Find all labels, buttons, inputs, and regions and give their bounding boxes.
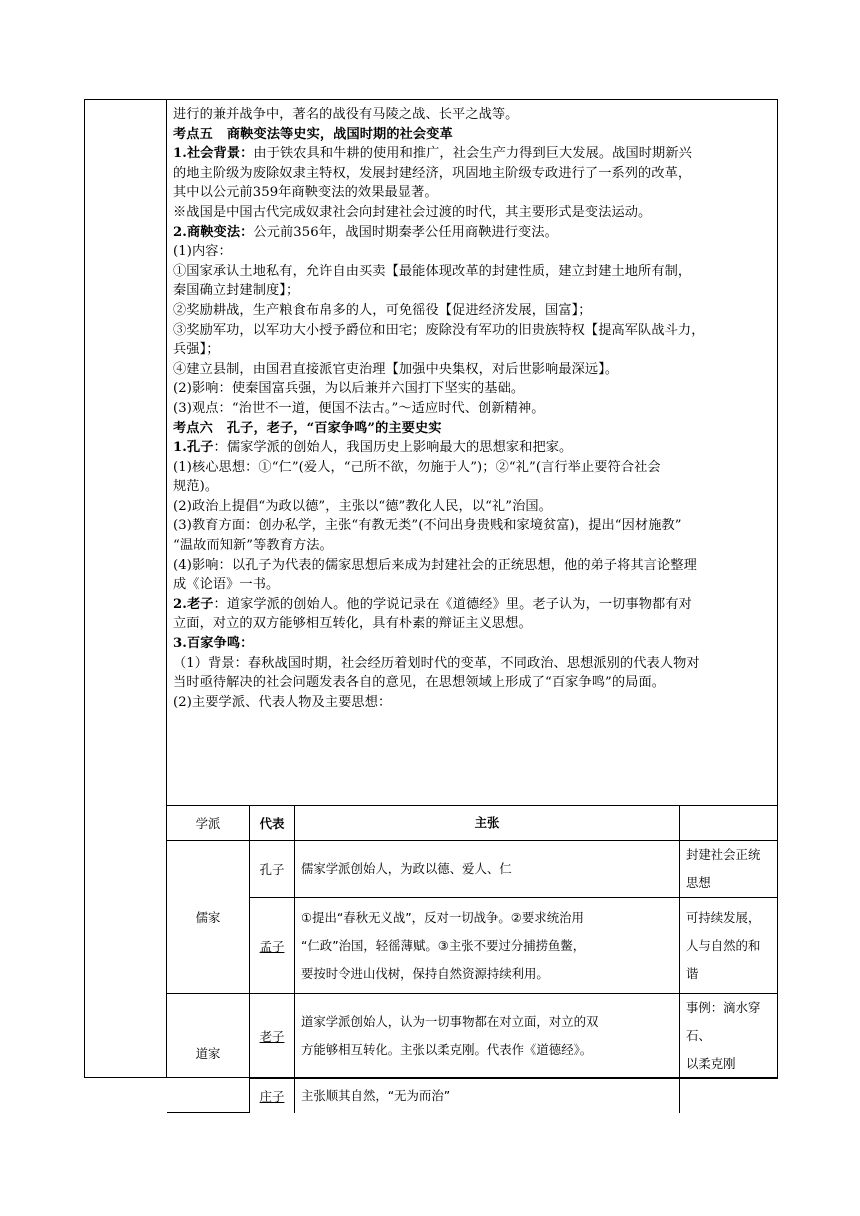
outer-table bbox=[84, 99, 778, 1104]
line: (4)影响：以孔子为代表的儒家思想后来成为封建社会的正统思想，他的弟子将其言论整理 bbox=[173, 557, 697, 573]
header-school: 学派 bbox=[167, 806, 250, 841]
line: (2)政治上提倡“为政以德”，主张以“德”教化人民，以“礼”治国。 bbox=[173, 498, 552, 514]
line: (3)观点：“治世不一道，便国不法古。”～适应时代、创新精神。 bbox=[173, 400, 545, 416]
line: 兵强】； bbox=[173, 342, 220, 358]
line: 的地主阶级为废除奴隶主特权，发展封建经济，巩固地主阶级专政进行了一系列的改革， bbox=[173, 165, 692, 181]
line: “温故而知新”等教育方法。 bbox=[173, 538, 333, 554]
heading-kaodian-5: 考点五 商鞅变法等史实，战国时期的社会变革 bbox=[173, 126, 453, 142]
line: 成《论语》一书。 bbox=[173, 577, 280, 593]
main-kongzi: 儒家学派创始人，为政以德、爱人、仁 bbox=[295, 841, 680, 898]
line: ①国家承认土地私有，允许自由买卖【最能体现改革的封建性质，建立封建土地所有制， bbox=[173, 263, 692, 279]
header-note bbox=[680, 806, 779, 841]
note-zhuangzi bbox=[680, 1079, 779, 1113]
line: (2)主要学派、代表人物及主要思想： bbox=[173, 694, 392, 710]
line: ③奖励军功，以军功大小授予爵位和田宅；废除没有军功的旧贵族特权【提高军队战斗力， bbox=[173, 322, 705, 338]
schools-table bbox=[167, 805, 778, 1113]
left-column bbox=[85, 100, 167, 1077]
line: 1.孔子：儒家学派的创始人，我国历史上影响最大的思想家和把家。 bbox=[173, 440, 573, 456]
rep-mengzi: 孟子 bbox=[250, 898, 295, 994]
line: 当时亟待解决的社会问题发表各自的意见，在思想领域上形成了“百家争鸣”的局面。 bbox=[173, 675, 666, 691]
line: 3.百家争鸣： bbox=[173, 636, 254, 652]
heading-kaodian-6: 考点六 孔子，老子，“百家争鸣”的主要史实 bbox=[173, 420, 442, 436]
line: 1.社会背景：由于铁农具和牛耕的使用和推广，社会生产力得到巨大发展。战国时期新兴 bbox=[173, 146, 692, 162]
line: ※战国是中国古代完成奴隶社会向封建社会过渡的时代，其主要形式是变法运动。 bbox=[173, 204, 652, 220]
table-row bbox=[167, 898, 778, 994]
line: 进行的兼并战争中，著名的战役有马陵之战、长平之战等。 bbox=[173, 107, 519, 122]
body-text bbox=[173, 105, 773, 712]
line: 立面，对立的双方能够相互转化，具有朴素的辩证主义思想。 bbox=[173, 616, 532, 632]
rep-kongzi: 孔子 bbox=[250, 841, 295, 898]
line: ④建立县制，由国君直接派官吏治理【加强中央集权，对后世影响最深远】。 bbox=[173, 361, 619, 377]
line: (1)内容： bbox=[173, 244, 232, 260]
main-zhuangzi: 主张顺其自然，“无为而治” bbox=[295, 1079, 680, 1113]
line: 2.商鞅变法：公元前356年，战国时期秦孝公任用商鞅进行变法。 bbox=[173, 224, 558, 240]
note-kongzi: 封建社会正统思想 bbox=[680, 841, 779, 898]
header-rep: 代表 bbox=[250, 806, 295, 841]
line: 2.老子：道家学派的创始人。他的学说记录在《道德经》里。老子认为，一切事物都有对 bbox=[173, 596, 692, 612]
content-cell bbox=[167, 100, 777, 1104]
note-mengzi: 可持续发展， 人与自然的和谐 bbox=[680, 898, 779, 994]
note-laozi: 事例：滴水穿石、 以柔克刚 bbox=[680, 994, 779, 1079]
school-taoist: 道家 bbox=[167, 994, 250, 1113]
table-row bbox=[167, 841, 778, 898]
line: 规范)。 bbox=[173, 479, 219, 495]
line: (2)影响：使秦国富兵强，为以后兼并六国打下坚实的基础。 bbox=[173, 381, 525, 397]
table-row bbox=[167, 1079, 778, 1113]
line: （1）背景：春秋战国时期，社会经历着划时代的变革，不同政治、思想派别的代表人物对 bbox=[173, 655, 700, 671]
line: 秦国确立封建制度】； bbox=[173, 283, 300, 299]
header-main: 主张 bbox=[295, 806, 680, 841]
line: (1)核心思想：①“仁”(爱人，“己所不欲，勿施于人”)；②“礼”(言行举止要符合社会 bbox=[173, 459, 661, 475]
line: (3)教育方面：创办私学，主张“有教无类”(不问出身贵贱和家境贫富)，提出“因材施教” bbox=[173, 518, 682, 534]
table-row bbox=[167, 994, 778, 1079]
table-header-row bbox=[167, 806, 778, 841]
main-mengzi: ①提出“春秋无义战”，反对一切战争。②要求统治用 “仁政”治国，轻徭薄赋。③主张不要过分捕捞鱼鳖， 要按时令进山伐树，保持自然资源持续利用。 bbox=[295, 898, 680, 994]
rep-laozi: 老子 bbox=[250, 994, 295, 1079]
school-confucian: 儒家 bbox=[167, 841, 250, 994]
rep-zhuangzi: 庄子 bbox=[250, 1079, 295, 1113]
line: ②奖励耕战，生产粮食布帛多的人，可免徭役【促进经济发展，国富】； bbox=[173, 302, 592, 318]
main-laozi: 道家学派创始人，认为一切事物都在对立面，对立的双 方能够相互转化。主张以柔克刚。代表作《道德经》。 bbox=[295, 994, 680, 1079]
line: 其中以公元前359年商鞅变法的效果最显著。 bbox=[173, 185, 438, 201]
